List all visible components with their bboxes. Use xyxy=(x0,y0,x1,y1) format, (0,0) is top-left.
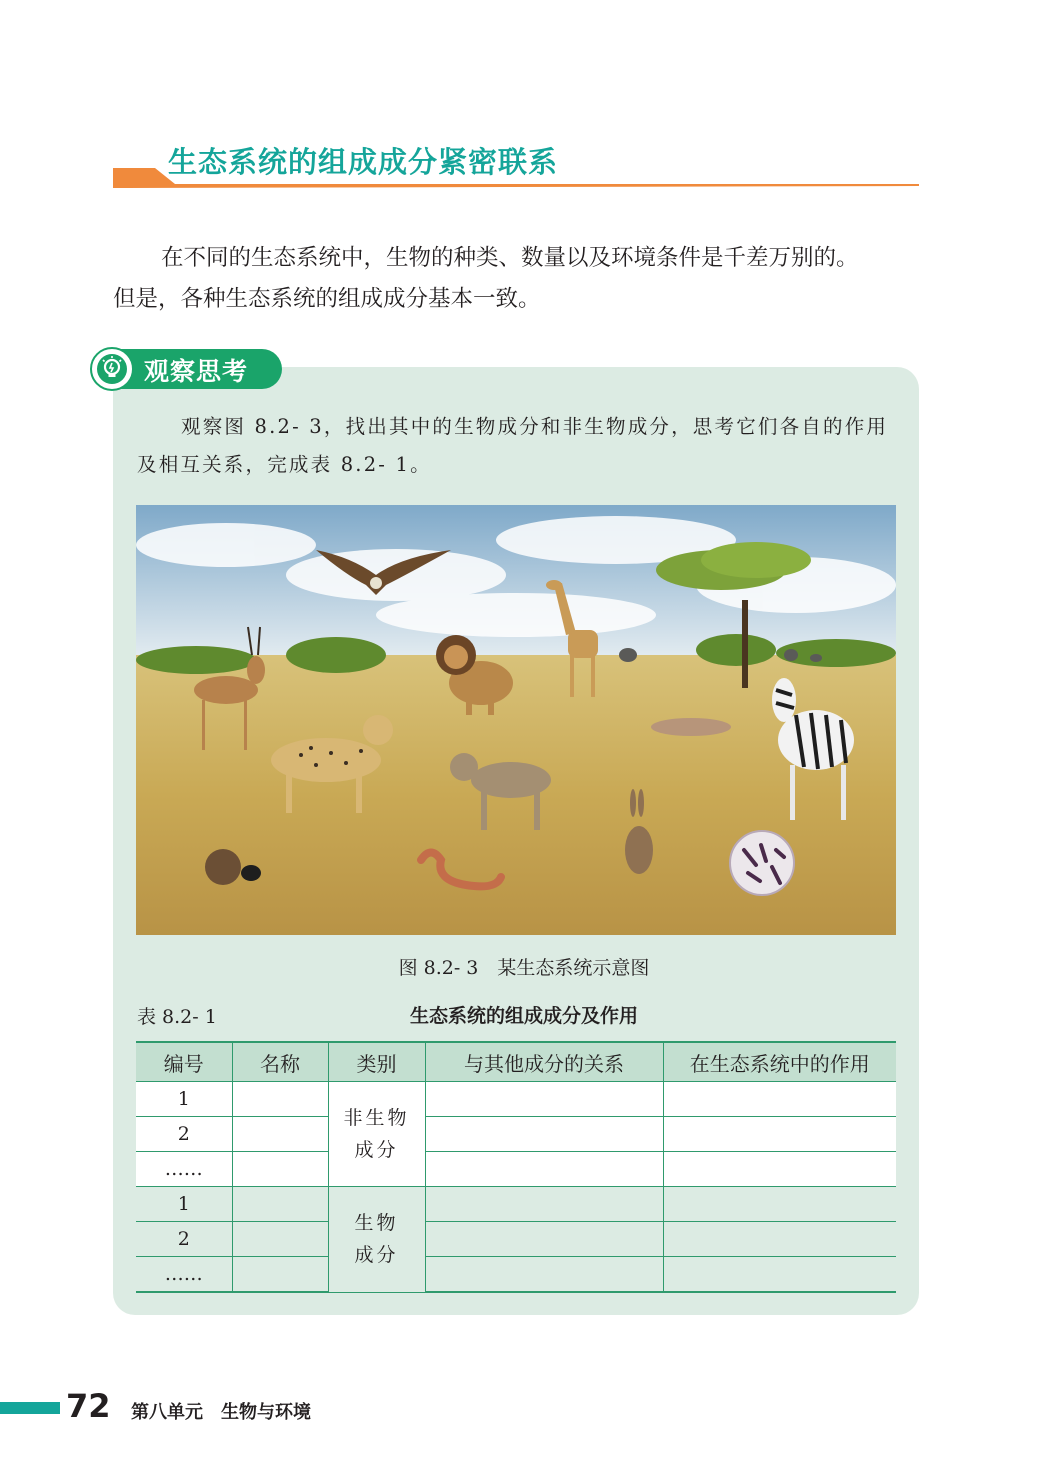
name-cell[interactable] xyxy=(232,1187,328,1222)
intro-line-2: 但是，各种生态系统的组成成分基本一致。 xyxy=(113,286,541,312)
figure-caption: 图 8.2- 3 某生态系统示意图 xyxy=(398,957,650,979)
relationship-cell[interactable] xyxy=(425,1222,663,1257)
relationship-cell[interactable] xyxy=(425,1257,663,1293)
relationship-cell[interactable] xyxy=(425,1152,663,1187)
header-category: 类别 xyxy=(328,1042,425,1082)
intro-paragraph xyxy=(113,238,923,320)
header-number: 编号 xyxy=(136,1042,232,1082)
category-living xyxy=(328,1187,425,1293)
lightbulb-icon xyxy=(98,355,126,383)
table-row xyxy=(136,1152,896,1187)
role-cell[interactable] xyxy=(663,1117,896,1152)
header-name: 名称 xyxy=(232,1042,328,1082)
name-cell[interactable] xyxy=(232,1117,328,1152)
category-nonliving-line1: 非生物 xyxy=(343,1107,410,1129)
section-title: 生态系统的组成成分紧密联系 xyxy=(168,145,559,179)
footer-unit-title: 第八单元 生物与环境 xyxy=(131,1402,311,1423)
table-header-row xyxy=(136,1042,896,1082)
row-number: 1 xyxy=(136,1187,232,1222)
relationship-cell[interactable] xyxy=(425,1082,663,1117)
role-cell[interactable] xyxy=(663,1152,896,1187)
relationship-cell[interactable] xyxy=(425,1117,663,1152)
header-role: 在生态系统中的作用 xyxy=(663,1042,896,1082)
components-table xyxy=(136,1041,896,1293)
table-row xyxy=(136,1257,896,1293)
table-row xyxy=(136,1117,896,1152)
page-number: 72 xyxy=(66,1387,111,1425)
row-number: 2 xyxy=(136,1222,232,1257)
role-cell[interactable] xyxy=(663,1257,896,1293)
name-cell[interactable] xyxy=(232,1082,328,1117)
role-cell[interactable] xyxy=(663,1222,896,1257)
category-living-line2: 成分 xyxy=(354,1244,399,1267)
activity-badge-label: 观察思考 xyxy=(144,357,249,386)
name-cell[interactable] xyxy=(232,1152,328,1187)
relationship-cell[interactable] xyxy=(425,1187,663,1222)
name-cell[interactable] xyxy=(232,1257,328,1293)
activity-instructions xyxy=(137,408,897,484)
row-number: 1 xyxy=(136,1082,232,1117)
header-relationship: 与其他成分的关系 xyxy=(425,1042,663,1082)
row-number: 2 xyxy=(136,1117,232,1152)
role-cell[interactable] xyxy=(663,1082,896,1117)
ecosystem-illustration xyxy=(136,505,896,935)
role-cell[interactable] xyxy=(663,1187,896,1222)
table-row xyxy=(136,1187,896,1222)
table-row xyxy=(136,1222,896,1257)
activity-line-1: 观察图 8.2- 3，找出其中的生物成分和非生物成分，思考它们各自的作用 xyxy=(181,415,889,438)
name-cell[interactable] xyxy=(232,1222,328,1257)
activity-line-2: 及相互关系，完成表 8.2- 1。 xyxy=(137,453,432,476)
table-title: 生态系统的组成成分及作用 xyxy=(409,1005,638,1027)
category-nonliving xyxy=(328,1082,425,1187)
category-nonliving-line2: 成分 xyxy=(354,1139,399,1161)
intro-line-1: 在不同的生态系统中，生物的种类、数量以及环境条件是千差万别的。 xyxy=(161,245,859,271)
table-label: 表 8.2- 1 xyxy=(137,1006,217,1028)
table-row xyxy=(136,1082,896,1117)
row-number: …… xyxy=(136,1152,232,1187)
footer-bar xyxy=(0,1402,60,1414)
category-living-line1: 生物 xyxy=(354,1212,399,1235)
row-number: …… xyxy=(136,1257,232,1293)
